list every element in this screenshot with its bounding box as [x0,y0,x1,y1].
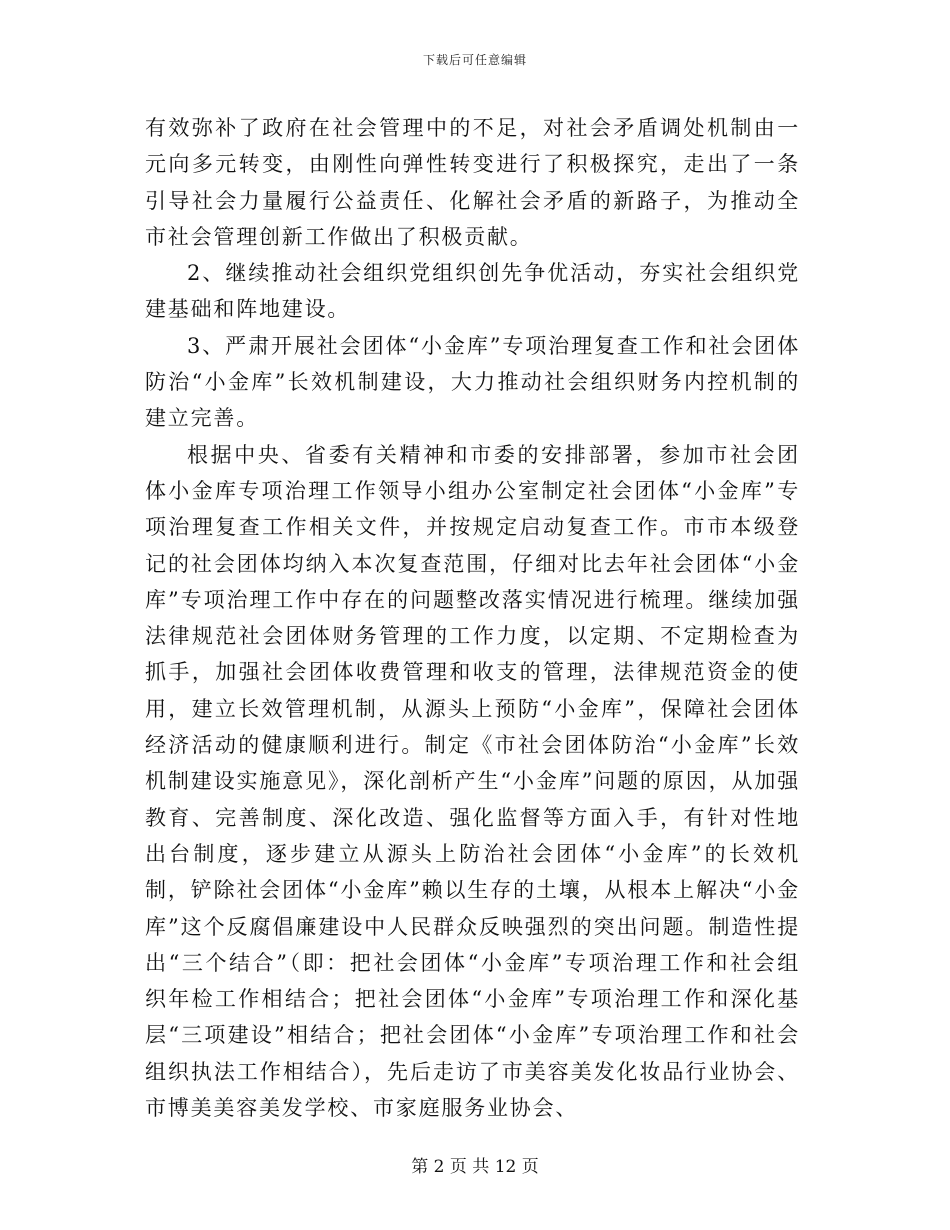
document-body [145,110,800,1126]
paragraph-main: 根据中央、省委有关精神和市委的安排部署，参加市社会团体小金库专项治理工作领导小组办公室制定社会团体“小金库”专项治理复查工作相关文件，并按规定启动复查工作。市市本级登记的社会团体均纳入本次复查范围，仔细对比去年社会团体“小金库”专项治理工作中存在的问题整改落实情况进行梳理。继续加强法律规范社会团体财务管理的工作力度，以定期、不定期检查为抓手，加强社会团体收费管理和收支的管理，法律规范资金的使用，建立长效管理机制，从源头上预防“小金库”，保障社会团体经济活动的健康顺利进行。制定《市社会团体防治“小金库”长效机制建设实施意见》，深化剖析产生“小金库”问题的原因，从加强教育、完善制度、深化改造、强化监督等方面入手，有针对性地出台制度，逐步建立从源头上防治社会团体“小金库”的长效机制，铲除社会团体“小金库”赖以生存的土壤，从根本上解决“小金库”这个反腐倡廉建设中人民群众反映强烈的突出问题。制造性提出“三个结合”（即：把社会团体“小金库”专项治理工作和社会组织年检工作相结合；把社会团体“小金库”专项治理工作和深化基层“三项建设”相结合；把社会团体“小金库”专项治理工作和社会组织执法工作相结合），先后走访了市美容美发化妆品行业协会、市博美美容美发学校、市家庭服务业协会、 [145,442,800,1121]
paragraph-item-3: 3、严肃开展社会团体“小金库”专项治理复查工作和社会团体防治“小金库”长效机制建设，大力推动社会组织财务内控机制的建立完善。 [145,333,800,431]
page-number: 第 2 页 共 12 页 [411,1157,539,1177]
paragraph-continuation: 有效弥补了政府在社会管理中的不足，对社会矛盾调处机制由一元向多元转变，由刚性向弹性转变进行了积极探究，走出了一条引导社会力量履行公益责任、化解社会矛盾的新路子，为推动全市社会管理创新工作做出了积极贡献。 [145,116,800,249]
page-header-note: 下载后可任意编辑 [422,53,527,67]
paragraph-item-2: 2、继续推动社会组织党组织创先争优活动，夯实社会组织党建基础和阵地建设。 [145,261,800,322]
